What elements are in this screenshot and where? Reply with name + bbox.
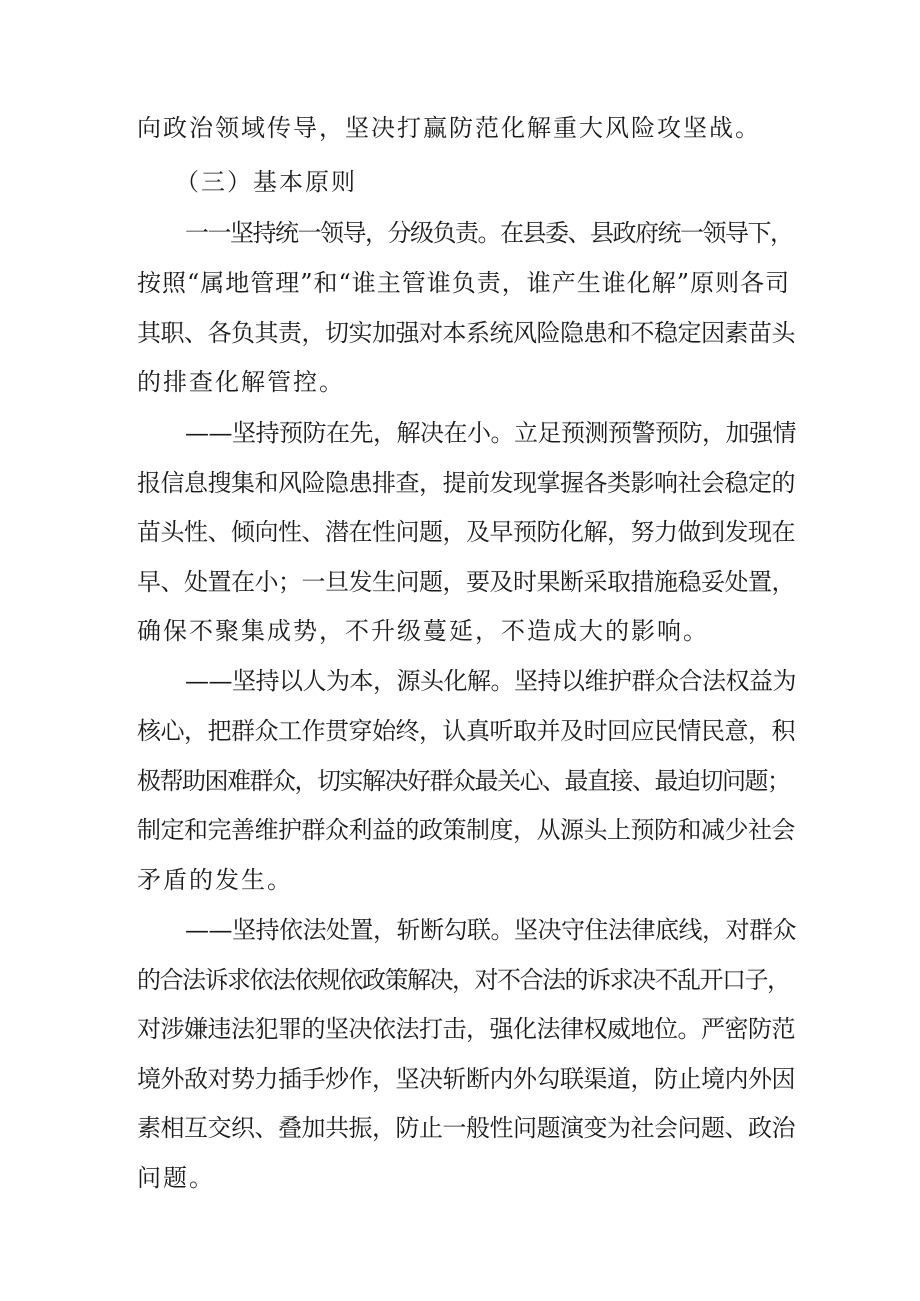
paragraph-line: 一一坚持统一领导，分级负责。在县委、县政府统一领导下， <box>185 219 793 247</box>
paragraph-line: 制定和完善维护群众利益的政策制度，从源头上预防和减少社会 <box>137 816 795 844</box>
paragraph-line: 问题。 <box>137 1164 215 1192</box>
paragraph-line: ——坚持预防在先，解决在小。立足预测预警预防，加强情 <box>185 419 796 447</box>
paragraph-line: ——坚持以人为本，源头化解。坚持以维护群众合法权益为 <box>185 667 796 695</box>
paragraph-line: 的合法诉求依法依规依政策解决，对不合法的诉求决不乱开口子， <box>137 966 790 994</box>
paragraph-line: 矛盾的发生。 <box>137 866 293 894</box>
paragraph-line: 素相互交织、叠加共振，防止一般性问题演变为社会问题、政治 <box>137 1114 795 1142</box>
paragraph-line: 苗头性、倾向性、潜在性问题，及早预防化解，努力做到发现在 <box>137 518 795 546</box>
paragraph-line: 确保不聚集成势，不升级蔓延，不造成大的影响。 <box>137 617 709 645</box>
paragraph-line: 按照“属地管理”和“谁主管谁负责，谁产生谁化解”原则各司 <box>137 269 791 297</box>
paragraph-line: 向政治领域传导，坚决打赢防范化解重大风险攻坚战。 <box>137 114 761 142</box>
paragraph-line: 核心，把群众工作贯穿始终，认真听取并及时回应民情民意，积 <box>137 717 795 745</box>
paragraph-line: 极帮助困难群众，切实解决好群众最关心、最直接、最迫切问题； <box>137 767 790 795</box>
paragraph-line: 的排查化解管控。 <box>137 368 345 396</box>
section-heading: （三）基本原则 <box>175 168 357 196</box>
paragraph-line: 早、处置在小；一旦发生问题，要及时果断采取措施稳妥处置， <box>137 568 795 596</box>
paragraph-line: 报信息搜集和风险隐患排查，提前发现掌握各类影响社会稳定的 <box>137 469 795 497</box>
paragraph-line: ——坚持依法处置，斩断勾联。坚决守住法律底线，对群众 <box>185 916 796 944</box>
paragraph-line: 对涉嫌违法犯罪的坚决依法打击，强化法律权威地位。严密防范 <box>137 1015 795 1043</box>
paragraph-line: 境外敌对势力插手炒作，坚决斩断内外勾联渠道，防止境内外因 <box>137 1065 795 1093</box>
paragraph-line: 其职、各负其责，切实加强对本系统风险隐患和不稳定因素苗头 <box>137 319 795 347</box>
